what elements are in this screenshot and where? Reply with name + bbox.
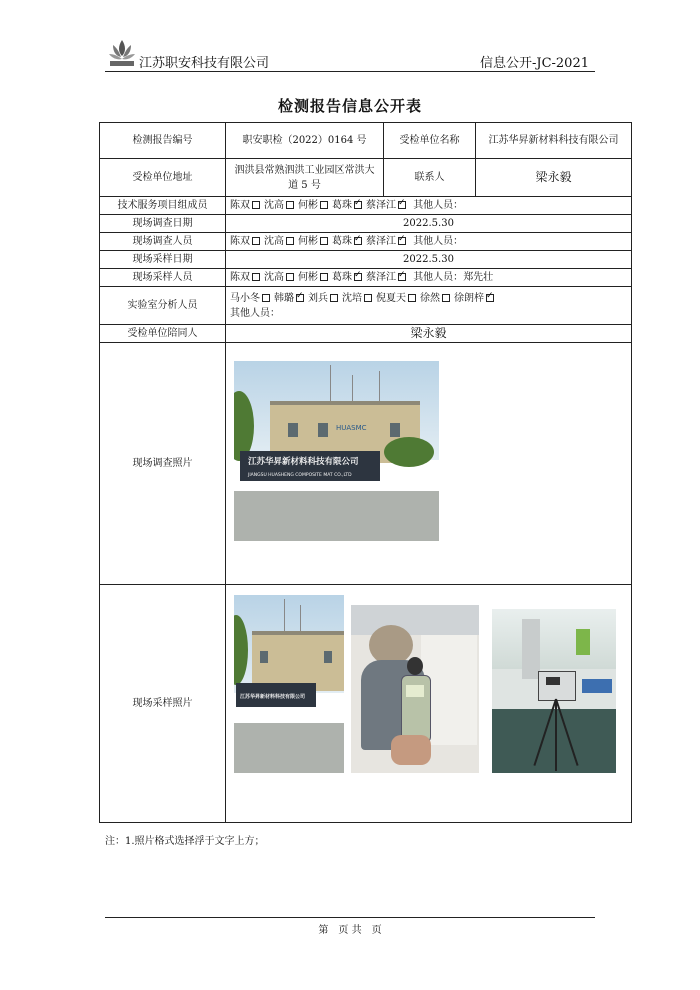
survey-date-label: 现场调查日期 <box>100 215 226 233</box>
survey-photo-sign: HUASMC <box>336 424 367 432</box>
lab-person: 徐然 <box>420 292 440 304</box>
team-person: 葛珠 <box>332 200 352 211</box>
team-person: 蔡泽江 <box>366 200 396 211</box>
survey-person: 何彬 <box>298 236 318 247</box>
sampling-photo-label: 现场采样照片 <box>100 585 226 823</box>
sampling-photo-pump-tripod <box>492 609 616 773</box>
unchecked-box-icon <box>442 294 450 302</box>
sampling-other-name: 郑先壮 <box>463 272 494 283</box>
survey-date-value: 2022.5.30 <box>226 215 632 233</box>
report-no-label: 检测报告编号 <box>100 123 226 159</box>
lab-person: 倪夏天 <box>376 292 406 304</box>
checked-box-icon <box>398 273 406 281</box>
row-sampling-staff <box>100 269 632 287</box>
unchecked-box-icon <box>320 201 328 209</box>
team-other-label: 其他人员： <box>413 200 464 211</box>
row-report-no <box>100 123 632 159</box>
lab-label: 实验室分析人员 <box>100 287 226 325</box>
unchecked-box-icon <box>286 201 294 209</box>
info-table <box>99 122 632 823</box>
unchecked-box-icon <box>286 273 294 281</box>
survey-person: 蔡泽江 <box>366 236 396 247</box>
checked-box-icon <box>354 237 362 245</box>
lab-person: 沈培 <box>342 292 362 304</box>
lab-staff <box>226 287 632 325</box>
survey-staff <box>226 233 632 251</box>
report-no-value: 职安职检（2022）0164 号 <box>226 123 384 159</box>
unchecked-box-icon <box>252 273 260 281</box>
row-survey-photo <box>100 343 632 585</box>
lotus-logo-icon <box>105 36 139 70</box>
survey-photo-wall-text: 江苏华昇新材料科技有限公司 <box>248 457 359 467</box>
footer-divider <box>105 917 595 918</box>
team-members <box>226 197 632 215</box>
survey-staff-label: 现场调查人员 <box>100 233 226 251</box>
checked-box-icon <box>486 294 494 302</box>
unchecked-box-icon <box>262 294 270 302</box>
sampling-person: 陈双 <box>230 272 250 283</box>
unchecked-box-icon <box>320 273 328 281</box>
lab-checklist <box>230 291 627 306</box>
address-label: 受检单位地址 <box>100 159 226 197</box>
sampling-person: 蔡泽江 <box>366 272 396 283</box>
unchecked-box-icon <box>320 237 328 245</box>
sampling-staff <box>226 269 632 287</box>
survey-photo-cell <box>226 343 632 585</box>
page-header <box>105 36 595 72</box>
sampling-photo-noise-meter <box>351 605 479 773</box>
sampling-date-value: 2022.5.30 <box>226 251 632 269</box>
lab-person: 徐朗梓 <box>454 292 484 304</box>
header-divider <box>105 71 595 72</box>
page-number: 第 页 共 页 <box>318 925 382 936</box>
escort-label: 受检单位陪同人 <box>100 325 226 343</box>
row-sampling-date <box>100 251 632 269</box>
checked-box-icon <box>398 201 406 209</box>
lab-other-label: 其他人员： <box>230 307 280 319</box>
sampling-date-label: 现场采样日期 <box>100 251 226 269</box>
team-checklist <box>230 200 410 211</box>
document-code: 信息公开-JC-2021 <box>479 56 589 71</box>
checked-box-icon <box>354 273 362 281</box>
unchecked-box-icon <box>252 201 260 209</box>
row-survey-date <box>100 215 632 233</box>
lab-person: 马小冬 <box>230 292 260 304</box>
sampling-person: 何彬 <box>298 272 318 283</box>
row-survey-staff <box>100 233 632 251</box>
lab-person: 刘兵 <box>308 292 328 304</box>
lab-person: 韩璐 <box>274 292 294 304</box>
survey-photo-label: 现场调查照片 <box>100 343 226 585</box>
team-label: 技术服务项目组成员 <box>100 197 226 215</box>
survey-person: 沈高 <box>264 236 284 247</box>
team-person: 何彬 <box>298 200 318 211</box>
contact-value: 梁永毅 <box>476 159 632 197</box>
survey-photo-wall-subtext: JIANGSU HUASHENG COMPOSITE MAT CO.,LTD <box>248 473 352 478</box>
unchecked-box-icon <box>286 237 294 245</box>
row-team <box>100 197 632 215</box>
footnote: 注：1.照片格式选择浮于文字上方； <box>105 836 265 847</box>
team-person: 陈双 <box>230 200 250 211</box>
row-lab <box>100 287 632 325</box>
team-person: 沈高 <box>264 200 284 211</box>
checked-box-icon <box>296 294 304 302</box>
unit-name-label: 受检单位名称 <box>384 123 476 159</box>
sampling-person: 沈高 <box>264 272 284 283</box>
sampling-photo-cell <box>226 585 632 823</box>
checked-box-icon <box>398 237 406 245</box>
contact-label: 联系人 <box>384 159 476 197</box>
survey-person: 葛珠 <box>332 236 352 247</box>
address-value: 泗洪县常熟泗洪工业园区常洪大道 5 号 <box>226 159 384 197</box>
sampling-photo-exterior <box>234 595 344 773</box>
unchecked-box-icon <box>252 237 260 245</box>
unchecked-box-icon <box>408 294 416 302</box>
sampling-other-label: 其他人员： <box>413 272 464 283</box>
survey-photo <box>234 361 439 541</box>
checked-box-icon <box>354 201 362 209</box>
sampling-checklist <box>230 272 410 283</box>
escort-value: 梁永毅 <box>226 325 632 343</box>
unit-name-value: 江苏华昇新材料科技有限公司 <box>476 123 632 159</box>
row-sampling-photo <box>100 585 632 823</box>
row-escort <box>100 325 632 343</box>
sampling-staff-label: 现场采样人员 <box>100 269 226 287</box>
survey-other-label: 其他人员： <box>413 236 464 247</box>
unchecked-box-icon <box>364 294 372 302</box>
row-address <box>100 159 632 197</box>
document-title: 检测报告信息公开表 <box>277 97 422 115</box>
sampling-person: 葛珠 <box>332 272 352 283</box>
company-name: 江苏职安科技有限公司 <box>139 56 270 71</box>
unchecked-box-icon <box>330 294 338 302</box>
sampling-photo-wall-text: 江苏华昇新材料科技有限公司 <box>240 694 306 700</box>
survey-checklist <box>230 236 410 247</box>
survey-person: 陈双 <box>230 236 250 247</box>
